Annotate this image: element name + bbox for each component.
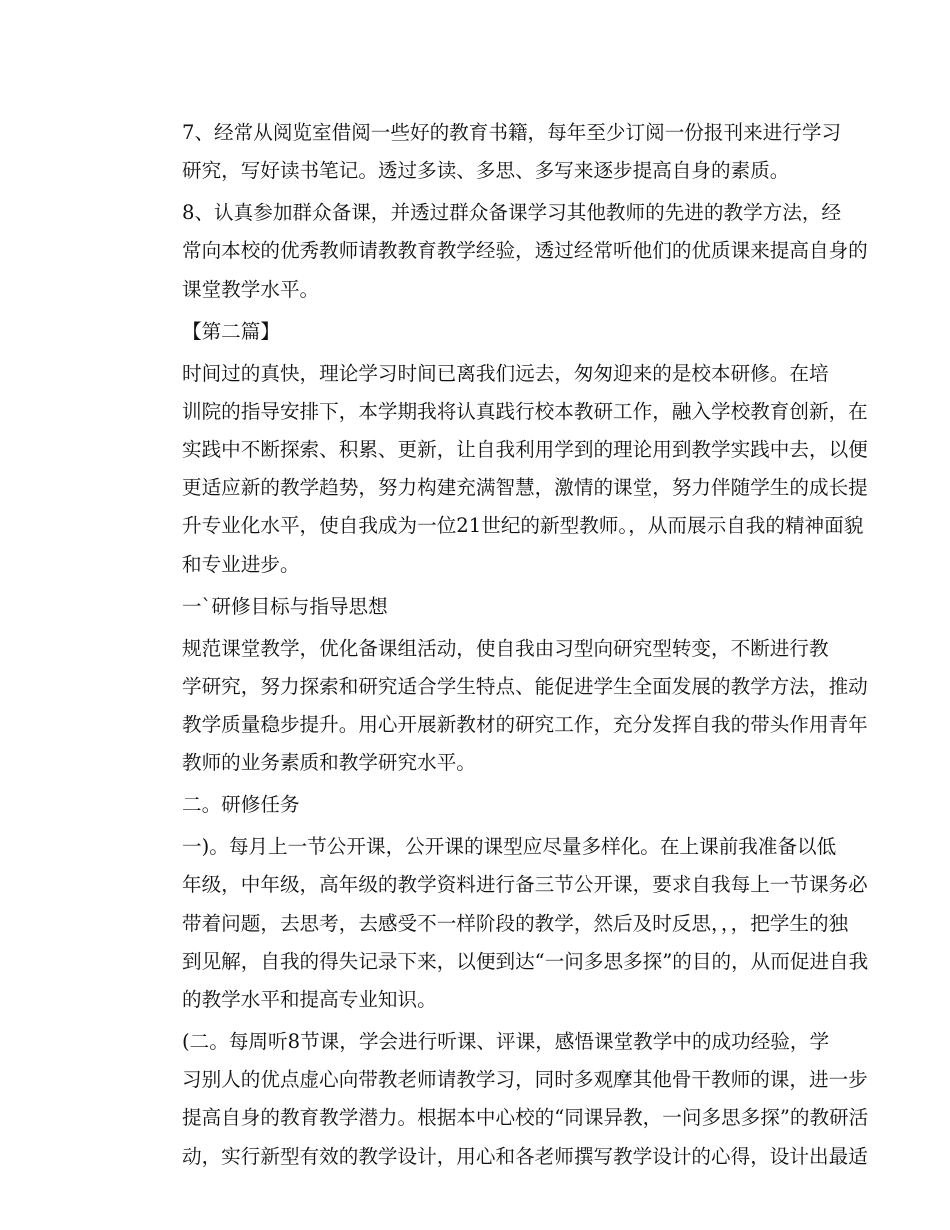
- text-line: 规范课堂教学，优化备课组活动，使自我由习型向研究型转变，不断进行教: [182, 636, 829, 660]
- text-line: 实践中不断探索、积累、更新，让自我利用学到的理论用到教学实践中去，以便: [182, 438, 868, 462]
- paragraph-p8: [143, 194, 868, 309]
- text-line: 7、经常从阅览室借阅一些好的教育书籍，每年至少订阅一份报刊来进行学习: [182, 121, 842, 144]
- text-line: 二。研修任务: [182, 793, 300, 817]
- text-line: 和专业进步。: [182, 552, 300, 576]
- text-line: 的教学水平和提高专业知识。: [182, 988, 437, 1012]
- text-line: 动，实行新型有效的教学设计，用心和各老师撰写教学设计的心得，设计出最适: [182, 1144, 868, 1168]
- text-line: 一)。每月上一节公开课，公开课的课型应尽量多样化。在上课前我准备以低: [182, 835, 837, 859]
- text-line: 带着问题，去思考，去感受不一样阶段的教学，然后及时反思，，，把学生的独: [182, 911, 849, 935]
- paragraph-heading-tasks: [143, 786, 807, 824]
- text-line: 提高自身的教育教学潜力。根据本中心校的“同课异教，一问多思多探”的教研活: [182, 1106, 869, 1130]
- text-line: 8、认真参加群众备课，并透过群众备课学习其他教师的先进的教学方法，经: [182, 201, 842, 225]
- paragraph-intro: [143, 355, 868, 584]
- text-line: 时间过的真快，理论学习时间已离我们远去，匆匆迎来的是校本研修。在培: [182, 361, 829, 385]
- paragraph-task2: [143, 1023, 869, 1176]
- text-line: 更适应新的教学趋势，努力构建充满智慧，激情的课堂，努力伴随学生的成长提: [182, 476, 868, 500]
- text-line: 年级，中年级，高年级的教学资料进行备三节公开课，要求自我每上一节课务必: [182, 873, 868, 897]
- text-line: 到见解，自我的得失记录下来，以便到达“一问多思多探”的目的，从而促进自我: [182, 949, 869, 973]
- paragraph-heading-second: [143, 313, 807, 351]
- text-line: 升专业化水平，使自我成为一位21世纪的新型教师。，从而展示自我的精神面貌: [182, 514, 864, 538]
- text-line: 训院的指导安排下，本学期我将认真践行校本教研工作，融入学校教育创新，在: [182, 399, 868, 423]
- text-line: 教学质量稳步提升。用心开展新教材的研究工作，充分发挥自我的带头作用青年: [182, 713, 868, 737]
- text-line: (二。每周听8节课，学会进行听课、评课，感悟课堂教学中的成功经验，学: [182, 1030, 830, 1054]
- text-line: 学研究，努力探索和研究适合学生特点、能促进学生全面发展的教学方法，推动: [182, 674, 868, 698]
- text-line: 课堂教学水平。: [182, 277, 320, 301]
- text-line: 【第二篇】: [182, 319, 280, 343]
- text-line: 研究，写好读书笔记。透过多读、多思、多写来逐步提高自身的素质。: [182, 159, 790, 183]
- paragraph-goal: [143, 630, 868, 783]
- text-line: 一`研修目标与指导思想: [182, 594, 388, 618]
- paragraph-p7: [143, 114, 842, 190]
- paragraph-task1: [143, 828, 869, 1019]
- text-line: 习别人的优点虚心向带教老师请教学习，同时多观摩其他骨干教师的课，进一步: [182, 1068, 868, 1092]
- paragraph-heading-goal: [143, 588, 807, 626]
- text-line: 教师的业务素质和教学研究水平。: [182, 751, 476, 775]
- text-line: 常向本校的优秀教师请教教育教学经验，透过经常听他们的优质课来提高自身的: [182, 239, 868, 263]
- document-body: [143, 114, 869, 1176]
